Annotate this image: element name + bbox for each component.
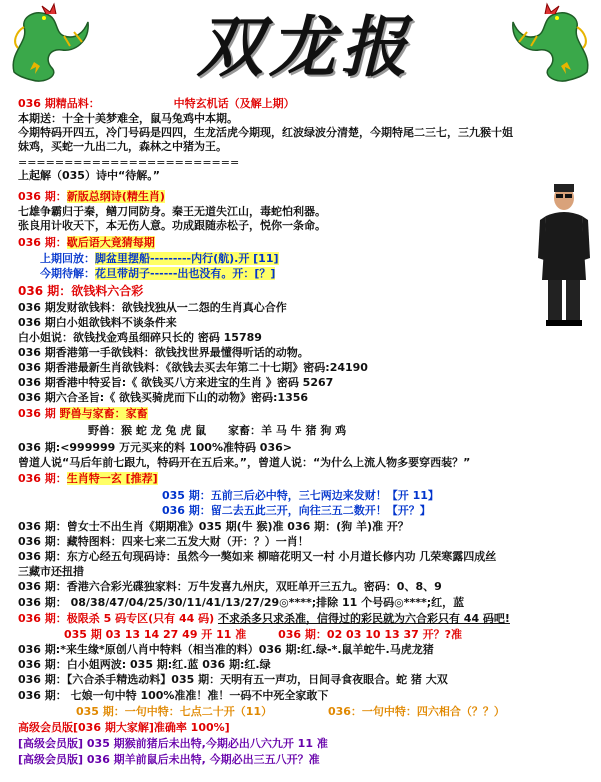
s2-title-prefix: 036 期： [18, 190, 67, 203]
s7-row-1: 036 期：白小姐两波: 035 期:红.蓝 036 期:红.绿 [18, 658, 271, 671]
s7-line2 [64, 628, 462, 642]
left-dragon-icon [4, 2, 94, 88]
s4-row-3: 036 期香港第一手欲钱料：欲钱找世界最懂得听话的动物。 [18, 346, 309, 359]
s4-title: 036 期：欲钱料六合彩 [18, 284, 144, 298]
s5-animals [88, 424, 346, 438]
s6-row-4: 036 期：香港六合彩光碟独家料：万牛发喜九州庆，双旺单开三五九。密码：0、8、9 [18, 580, 442, 593]
s3-line1-text: 脚盆里摆船---------内行(航).开 [11] [95, 252, 279, 265]
s4-row-2: 白小姐说：欲钱找金鸡虽细碎只长的 密码 15789 [18, 331, 262, 344]
s7-line2-b: 036 期：02 03 10 13 37 开？?准 [278, 628, 462, 641]
masthead-title: 双龙报 [197, 8, 413, 86]
s1-title-right: 中特玄机话（及解上期） [173, 97, 295, 110]
s6-title-prefix: 036 期： [18, 472, 67, 485]
s3-title-prefix: 036 期： [18, 236, 67, 249]
s6-blue-line2: 036 期：留二去五此三开，向往三五二数开！【开？】 [162, 504, 431, 517]
s7-line3-a: 035 期：一句中特：七点二十开（11） [76, 705, 273, 718]
masthead-banner [0, 0, 601, 96]
s5-title [18, 407, 148, 421]
s8-line1: 高级会员版[036 期大家解]准确率 100%] [18, 721, 230, 734]
s6-blue-line1: 035 期：五前三后必中特，三七两边来发财！【开 11】 [162, 489, 439, 502]
s1-line1: 本期送：十全十美梦难全，鼠马兔鸡中本期。 [18, 112, 238, 125]
s4-row-5: 036 期香港中特妥旨:《 欲钱买八方来进宝的生肖 》密码 5267 [18, 376, 334, 389]
s1-rule: ======================== [18, 156, 240, 169]
s3-title-main: 歇后语大竟猜每期 [66, 236, 155, 249]
s6-title [18, 472, 158, 486]
s2-line1: 七雄争霸归于秦，鳝刀同防身。秦王无道失江山，毒蛇怕利器。 [18, 205, 326, 218]
s2-title [18, 190, 165, 204]
s3-line2 [40, 267, 275, 281]
s7-line2-a: 035 期 03 13 14 27 49 开 11 准 [64, 628, 247, 641]
s3-line2-text: 花旦带胡子------出也没有。开：[？] [95, 267, 276, 280]
s7-line1 [18, 612, 510, 626]
s8-line3: [高级会员版] 036 期羊前鼠后未出特, 今期必出三五八开？准 [18, 753, 320, 766]
s7-row-0: 036 期:*来生缘*原创八肖中特料（相当准的料）036 期:红.绿-*.鼠羊蛇牛.马虎龙猪 [18, 643, 434, 656]
s2-title-main: 新版总纲诗(精生肖) [66, 190, 165, 203]
s7-row-3: 036 期： 七娘一句中特 100%准准！准！一码不中死全家敢下 [18, 689, 329, 702]
s4-row-1: 036 期白小姐欲钱料不谈条件来 [18, 316, 177, 329]
s4-row-6: 036 期六合圣旨:《 欲钱买骑虎而下山的动物》密码:1356 [18, 391, 309, 404]
s3-title [18, 236, 155, 250]
s4-row-0: 036 期发财欲钱料：欲钱找独从一二怨的生肖真心合作 [18, 301, 287, 314]
s7-line3 [76, 705, 505, 719]
s8-line2: [高级会员版] 035 期猴前猪后未出特,今期必出八六九开 11 准 [18, 737, 328, 750]
s3-line2-label: 今期待解： [40, 267, 95, 280]
portrait-figure-image [536, 180, 592, 330]
s3-line1-label: 上期回放： [40, 252, 95, 265]
s5-wild-label: 野兽： [88, 424, 121, 437]
s7-row-2: 036 期：【六合杀手精选动料】035 期：天明有五一声功，日间寻食夜眼合。蛇 猪 大双 [18, 673, 448, 686]
s1-title-prefix: 036 期精品料： [18, 97, 100, 110]
s1-title [18, 97, 295, 111]
s6-row-0: 036 期：曾女士不出生肖《期期准》035 期(牛 猴)准 036 期：(狗 羊)准 开？ [18, 520, 409, 533]
s5-line1: 036 期:<999999 万元买来的料 100%准特码 036> [18, 441, 292, 454]
s7-line3-b: 036：一句中特：四六相合（？？） [327, 705, 505, 718]
s6-row-5: 036 期： 08/38/47/04/25/30/11/41/13/27/29◎****;排除 11 个号码◎****;红，蓝 [18, 596, 465, 609]
s5-farm-label: 家畜： [228, 424, 261, 437]
s6-row-2: 036 期：东方心经五句现码诗：虽然今一獒如来 柳暗花明又一村 小月道长修内功 几荣寒露四成丝 [18, 550, 497, 563]
s5-title-prefix: 036 期 [18, 407, 56, 420]
s6-title-main: 生肖特一玄 [推荐] [66, 472, 158, 485]
s1-line3: 妹鸡，买蛇一九出二九，森林之中猪为王。 [18, 140, 227, 153]
s3-line1 [40, 252, 279, 266]
s6-row-3: 三藏市还扭措 [18, 565, 84, 578]
s1-line4: 上起解（035）诗中“待解。” [18, 169, 160, 182]
s5-line2: 曾道人说“马后年前七跟九，特码开在五后来。”，曾道人说：“为什么上流人物多要穿西装？” [18, 456, 471, 469]
s7-line1-text: 不求杀多只求杀准，信得过的彩民就为六合彩只有 44 码吧! [217, 612, 510, 625]
s7-line1-label: 036 期：极限杀 5 码专区(只有 44 码) [18, 612, 215, 625]
s1-line2: 今期特码开四五，冷门号码是四四，生龙活虎今期现，红波绿波分清楚，今期特尾二三七，三九猴十姐 [18, 126, 513, 139]
s5-wild-value: 猴 蛇 龙 兔 虎 鼠 [121, 424, 207, 437]
s6-row-1: 036 期：藏特图料：四来七来二五发大财（开：？）一肖！ [18, 535, 309, 548]
right-dragon-icon [507, 2, 597, 88]
s2-line2: 张良用计收天下，本无伤人意。功成跟随赤松子，悦你一条命。 [18, 219, 326, 232]
s4-row-4: 036 期香港最新生肖欲钱料：《欲钱去买去年第二十七期》密码:24190 [18, 361, 368, 374]
s5-title-main: 野兽与家畜：家畜 [59, 407, 148, 420]
s5-farm-value: 羊 马 牛 猪 狗 鸡 [261, 424, 347, 437]
